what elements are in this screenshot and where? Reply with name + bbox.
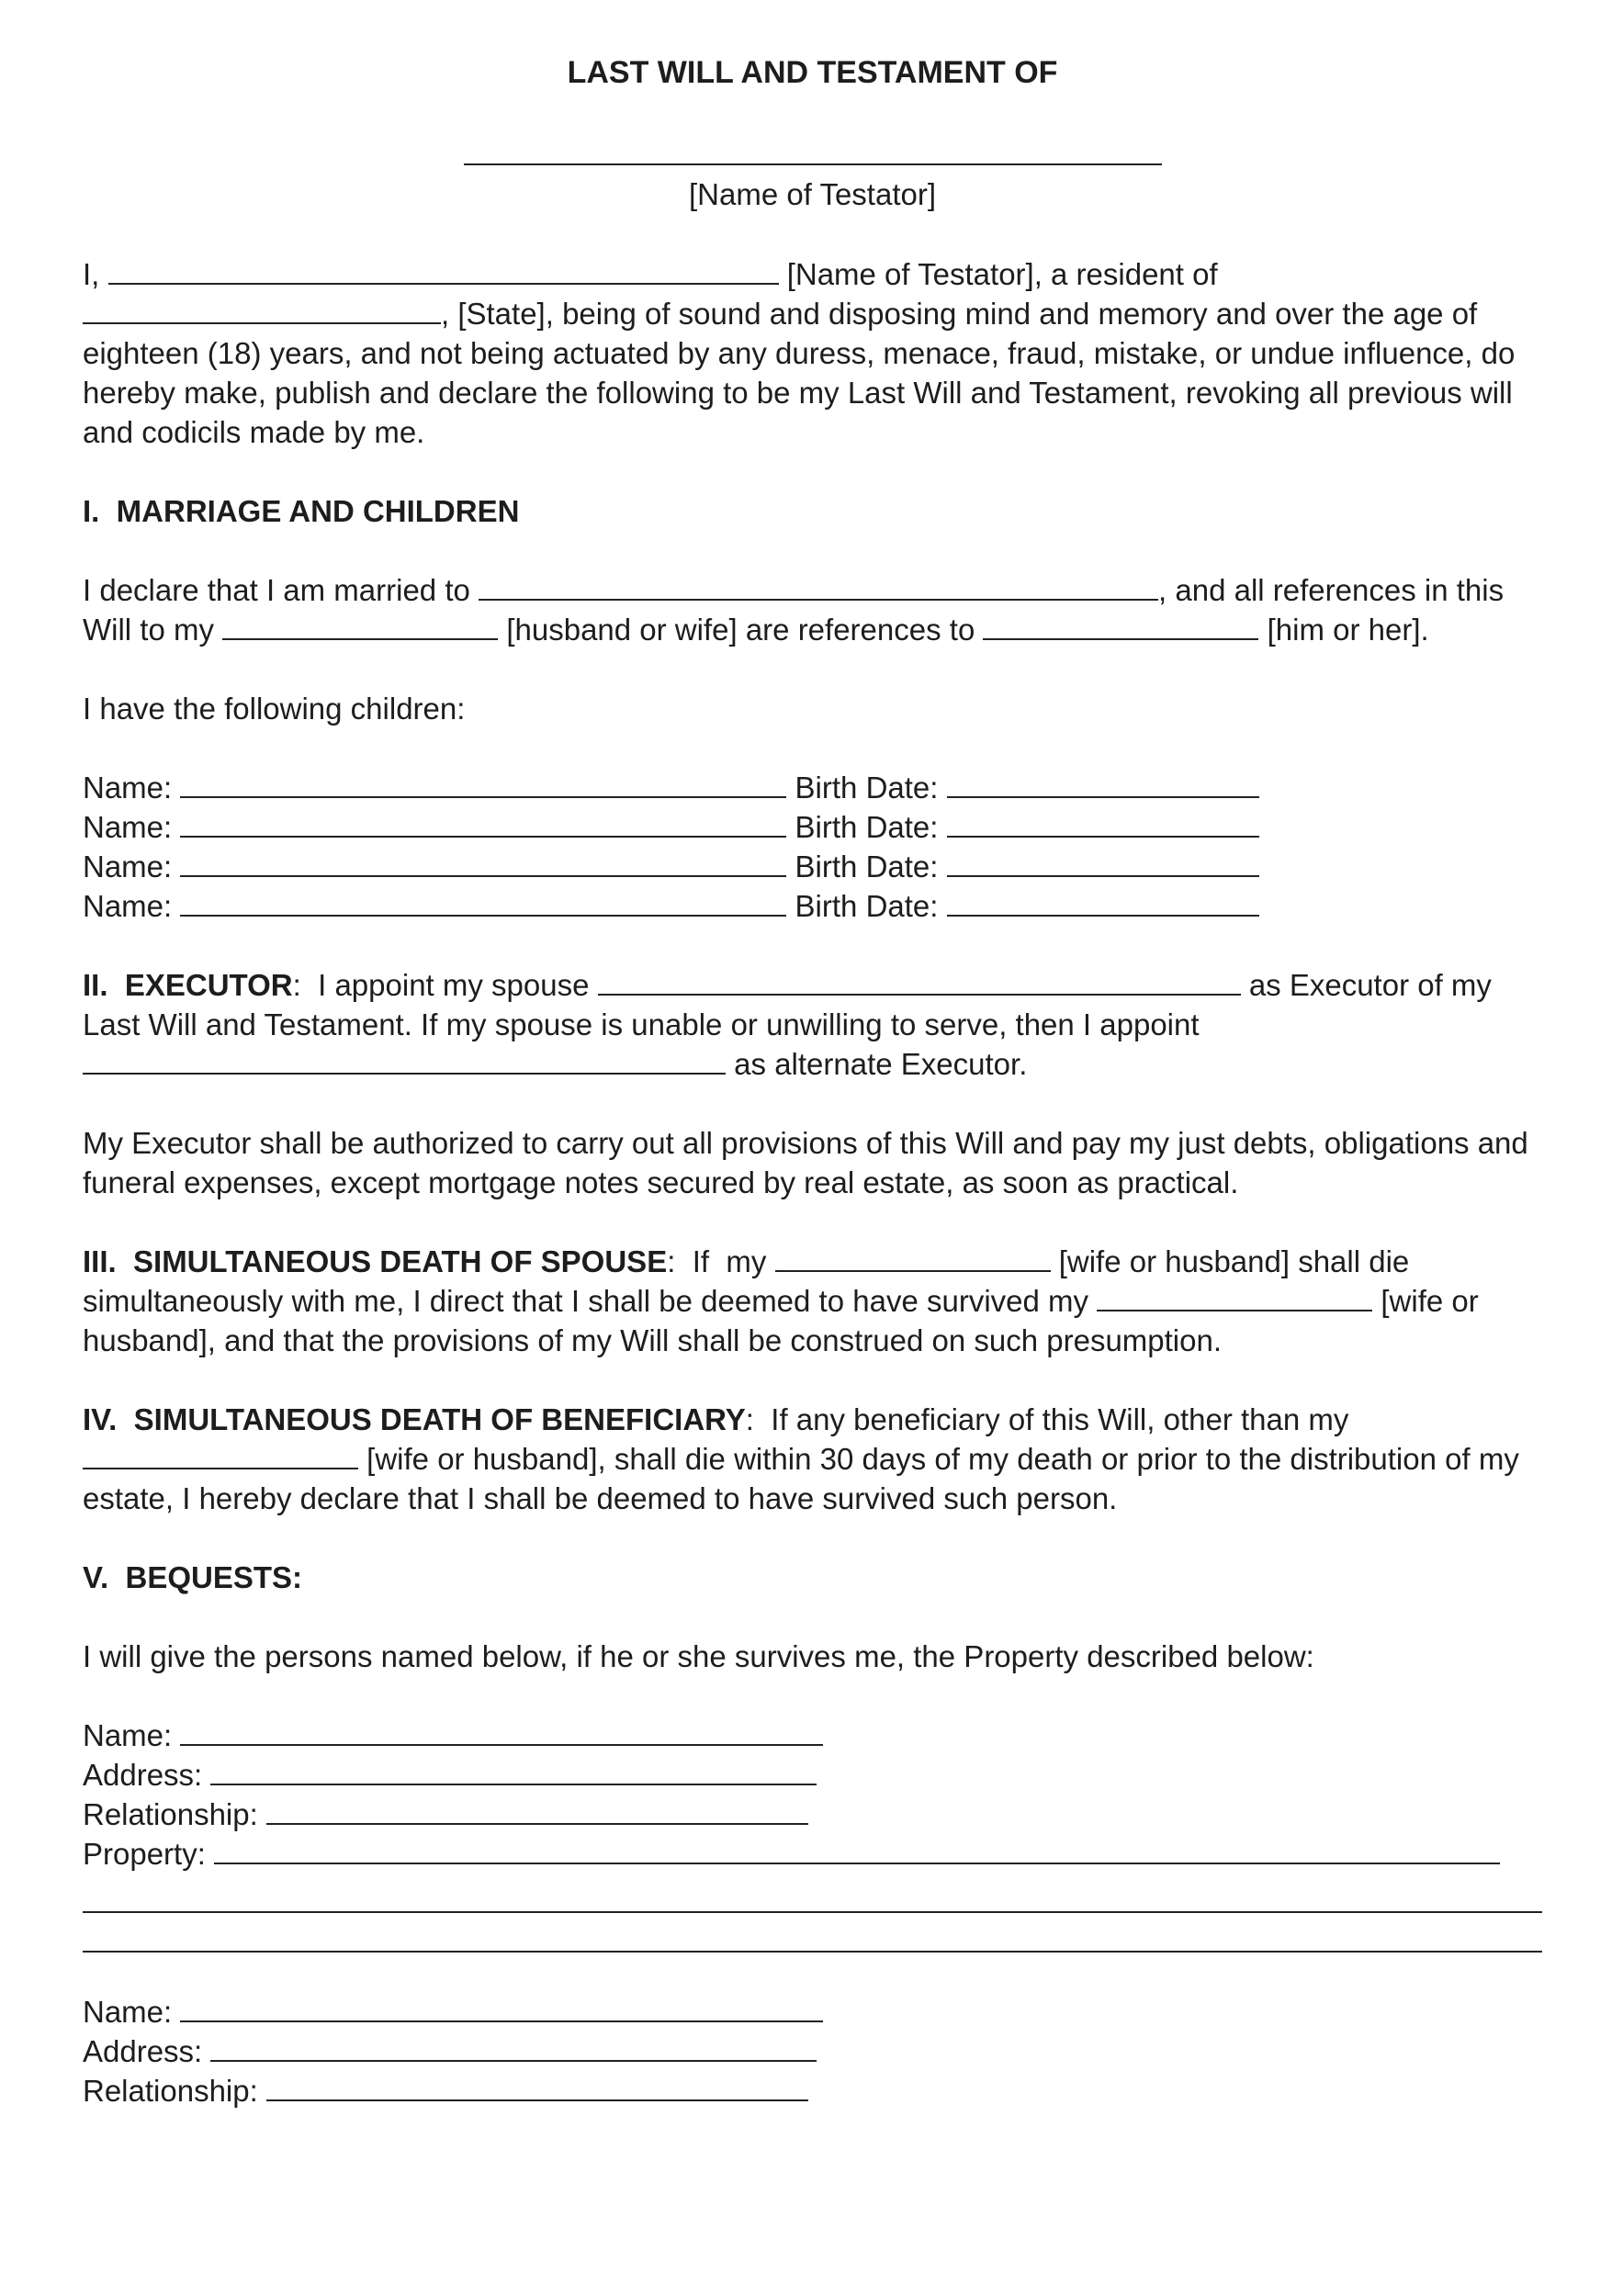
section-heading-spouse-death: III. SIMULTANEOUS DEATH OF SPOUSE xyxy=(83,1244,668,1278)
spouse-name-blank xyxy=(479,571,1158,601)
marriage-text-1: I declare that I am married to xyxy=(83,573,470,607)
children-list xyxy=(83,768,1542,926)
executor-paragraph xyxy=(83,965,1542,1084)
marriage-text-4: [him or her]. xyxy=(1267,613,1429,647)
document-title: LAST WILL AND TESTAMENT OF xyxy=(567,55,1058,90)
alternate-executor-blank xyxy=(83,1045,726,1075)
section-heading-bequests: V. BEQUESTS: xyxy=(83,1560,303,1594)
bequest-address-blank xyxy=(210,2032,817,2062)
bequest-name-blank xyxy=(180,1993,823,2022)
bequest-address-label: Address: xyxy=(83,2034,203,2068)
state-blank xyxy=(83,295,441,324)
child-name-blank xyxy=(180,769,786,798)
child-birthdate-label: Birth Date: xyxy=(795,810,939,844)
executor-authority-paragraph: My Executor shall be authorized to carry out all provisions of this Will and pay my just debts, obligations and funeral expenses, except mortgage notes secured by real estate, as soon as practical. xyxy=(83,1126,1528,1199)
bequest-relationship-label: Relationship: xyxy=(83,2074,258,2108)
child-name-label: Name: xyxy=(83,771,173,805)
child-birthdate-label: Birth Date: xyxy=(795,850,939,884)
child-birthdate-blank xyxy=(947,848,1259,877)
child-birthdate-blank xyxy=(947,887,1259,917)
spouse-death-term-blank-2 xyxy=(1097,1282,1372,1311)
bequest-relationship-blank xyxy=(266,2072,808,2101)
child-birthdate-blank xyxy=(947,769,1259,798)
child-birthdate-label: Birth Date: xyxy=(795,771,939,805)
bequests-intro: I will give the persons named below, if he or she survives me, the Property described below: xyxy=(83,1639,1314,1673)
children-intro: I have the following children: xyxy=(83,692,466,726)
beneficiary-death-paragraph xyxy=(83,1400,1542,1518)
marriage-text-2: , and all references in this Will to my xyxy=(83,573,1505,647)
beneficiary-death-term-blank xyxy=(83,1440,358,1469)
child-name-blank xyxy=(180,887,786,917)
intro-text-1: I, xyxy=(83,257,100,291)
spouse-death-text-3: [wife or husband], and that the provisions of my Will shall be construed on such presumption. xyxy=(83,1284,1479,1357)
bequest-name-label: Name: xyxy=(83,1718,173,1752)
beneficiary-death-text-2: [wife or husband], shall die within 30 days of my death or prior to the distribution of my estate, I hereby declare that I shall be deemed to have survived such person. xyxy=(83,1442,1519,1515)
bequest-relationship-row xyxy=(83,2071,1542,2110)
children-row xyxy=(83,886,1542,926)
testator-name-line xyxy=(464,136,1162,165)
executor-text-1: : I appoint my spouse xyxy=(292,968,590,1002)
testator-caption: [Name of Testator] xyxy=(688,177,936,211)
child-birthdate-label: Birth Date: xyxy=(795,889,939,923)
property-continuation-line xyxy=(83,1913,1542,1953)
child-name-blank xyxy=(180,808,786,838)
bequest-address-blank xyxy=(210,1756,817,1785)
spouse-death-text-1: : If my xyxy=(667,1244,767,1278)
bequest-name-row xyxy=(83,1716,1542,1755)
section-heading-beneficiary-death: IV. SIMULTANEOUS DEATH OF BENEFICIARY xyxy=(83,1402,746,1436)
bequest-address-row xyxy=(83,1755,1542,1795)
intro-text-2: [Name of Testator], a resident of xyxy=(786,257,1218,291)
bequest-block-2 xyxy=(83,1992,1542,2110)
child-name-label: Name: xyxy=(83,850,173,884)
bequest-address-row xyxy=(83,2032,1542,2071)
executor-text-3: as alternate Executor. xyxy=(734,1047,1028,1081)
spouse-reference-blank xyxy=(983,611,1258,640)
children-row xyxy=(83,768,1542,807)
testator-name-header xyxy=(83,135,1542,214)
bequest-name-blank xyxy=(180,1716,823,1746)
child-name-blank xyxy=(180,848,786,877)
spouse-death-paragraph xyxy=(83,1242,1542,1360)
child-name-label: Name: xyxy=(83,889,173,923)
executor-text-2: as Executor of my Last Will and Testament. If my spouse is unable or unwilling to serve, then I appoint xyxy=(83,968,1492,1041)
property-continuation-line xyxy=(83,1874,1542,1913)
bequest-block-1 xyxy=(83,1716,1542,1953)
section-heading-marriage: I. MARRIAGE AND CHILDREN xyxy=(83,494,520,528)
beneficiary-death-text-1: : If any beneficiary of this Will, other than my xyxy=(745,1402,1349,1436)
marriage-text-3: [husband or wife] are references to xyxy=(506,613,975,647)
intro-paragraph xyxy=(83,254,1542,452)
bequest-address-label: Address: xyxy=(83,1758,203,1792)
marriage-paragraph xyxy=(83,570,1542,649)
spouse-death-term-blank-1 xyxy=(775,1243,1051,1272)
bequest-relationship-blank xyxy=(266,1795,808,1825)
bequest-relationship-label: Relationship: xyxy=(83,1797,258,1831)
testator-name-blank xyxy=(108,255,779,285)
children-row xyxy=(83,847,1542,886)
child-name-label: Name: xyxy=(83,810,173,844)
intro-text-3: , [State], being of sound and disposing mind and memory and over the age of eighteen (18) years, and not being actuated by any duress, menace, fraud, mistake, or undue influence, do hereby make, publish and declare the following to be my Last Will and Testament, revoking all previous will and codicils made by me. xyxy=(83,297,1516,449)
bequest-property-label: Property: xyxy=(83,1837,206,1871)
bequest-relationship-row xyxy=(83,1795,1542,1834)
executor-spouse-name-blank xyxy=(598,966,1241,996)
section-heading-executor: II. EXECUTOR xyxy=(83,968,293,1002)
spouse-death-text-2: [wife or husband] shall die simultaneously with me, I direct that I shall be deemed to have survived my xyxy=(83,1244,1410,1318)
child-birthdate-blank xyxy=(947,808,1259,838)
spouse-term-blank xyxy=(222,611,498,640)
bequest-property-row xyxy=(83,1834,1542,1874)
bequest-name-label: Name: xyxy=(83,1995,173,2029)
bequest-name-row xyxy=(83,1992,1542,2032)
children-row xyxy=(83,807,1542,847)
bequest-property-blank xyxy=(214,1835,1500,1864)
